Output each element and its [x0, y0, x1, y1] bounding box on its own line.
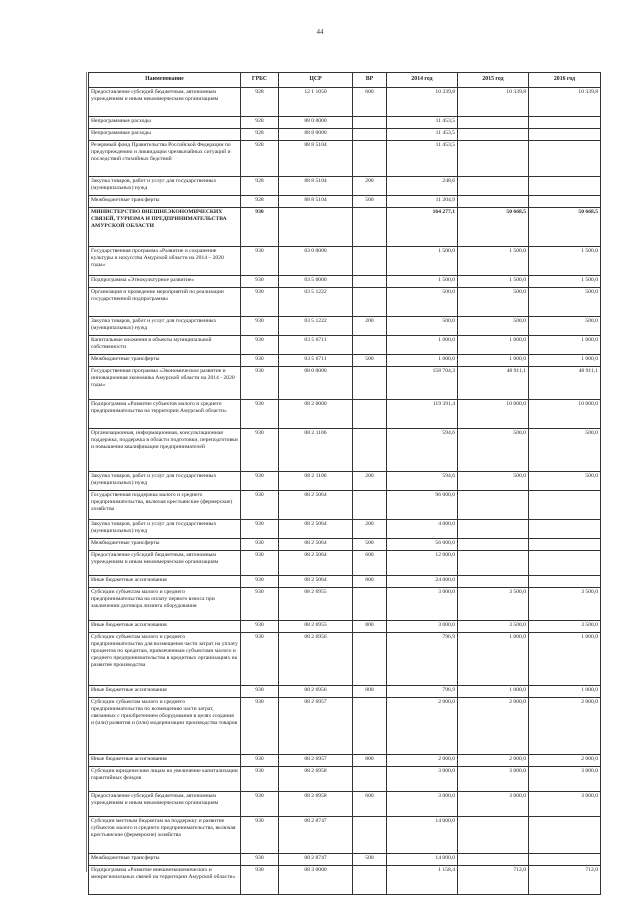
cell-csr: 88 8 5104 — [279, 196, 353, 208]
cell-2014: 164 277,1 — [387, 208, 458, 247]
table-row — [89, 576, 601, 588]
cell-vr — [353, 698, 387, 755]
cell-2015: 10 339,8 — [458, 88, 529, 117]
table-row — [89, 400, 601, 429]
cell-name: Субсидии субъектам малого и среднего предпринимательства по возмещению части затрат, связанных с приобретением оборудования в целях создания и (или) развития и (или) модернизации производства товаров — [89, 698, 241, 755]
cell-name: Закупка товаров, работ и услуг для государственных (муниципальных) нужд — [89, 520, 241, 539]
cell-name: Капитальные вложения в объекты муниципальной собственности — [89, 336, 241, 355]
table-row — [89, 317, 601, 336]
cell-name: Субсидии местным бюджетам на поддержку и развитие субъектов малого и среднего предпринимательства, включая крестьянские (фермерские) хозяйства — [89, 817, 241, 854]
cell-vr: 200 — [353, 177, 387, 196]
table-row — [89, 633, 601, 686]
cell-2015: 1 000,0 — [458, 686, 529, 698]
cell-2015: 3 500,0 — [458, 621, 529, 633]
left-margin-line — [86, 72, 87, 872]
cell-2015 — [458, 539, 529, 551]
cell-2014: 158 704,3 — [387, 367, 458, 400]
cell-2014: 11 453,5 — [387, 141, 458, 177]
cell-2015: 1 000,0 — [458, 633, 529, 686]
cell-2015: 1 500,0 — [458, 276, 529, 288]
cell-grbs: 930 — [241, 698, 279, 755]
cell-grbs: 930 — [241, 854, 279, 866]
budget-table — [88, 72, 601, 895]
table-row — [89, 792, 601, 817]
cell-2015 — [458, 854, 529, 866]
cell-csr: 08 2 5064 — [279, 491, 353, 520]
cell-vr: 800 — [353, 576, 387, 588]
cell-csr: 03 5 1222 — [279, 288, 353, 317]
cell-2016: 10 339,8 — [529, 88, 601, 117]
cell-2015: 10 000,0 — [458, 400, 529, 429]
cell-vr: 800 — [353, 755, 387, 767]
cell-grbs: 930 — [241, 491, 279, 520]
cell-2015 — [458, 141, 529, 177]
cell-csr: 08 2 5064 — [279, 520, 353, 539]
table-row — [89, 472, 601, 491]
cell-grbs: 930 — [241, 866, 279, 895]
cell-name: Иные бюджетные ассигнования — [89, 755, 241, 767]
cell-2015: 1 000,0 — [458, 355, 529, 367]
cell-vr — [353, 633, 387, 686]
cell-vr — [353, 288, 387, 317]
cell-2016 — [529, 551, 601, 576]
cell-csr: 08 0 0000 — [279, 367, 353, 400]
cell-2016: 1 000,0 — [529, 355, 601, 367]
cell-2015: 3 000,0 — [458, 792, 529, 817]
cell-grbs: 930 — [241, 288, 279, 317]
table-header-row — [89, 73, 601, 88]
cell-2014: 12 000,0 — [387, 551, 458, 576]
cell-2016 — [529, 520, 601, 539]
cell-vr — [353, 588, 387, 621]
cell-2015: 3 500,0 — [458, 588, 529, 621]
table-row — [89, 755, 601, 767]
cell-2016: 3 000,0 — [529, 767, 601, 792]
cell-2016: 500,0 — [529, 429, 601, 472]
cell-2014: 1 000,0 — [387, 336, 458, 355]
cell-csr: 08 2 5064 — [279, 551, 353, 576]
cell-2014: 500,0 — [387, 317, 458, 336]
cell-2014: 4 000,0 — [387, 520, 458, 539]
cell-grbs: 928 — [241, 117, 279, 129]
table-row — [89, 698, 601, 755]
cell-name: Межбюджетные трансферты — [89, 355, 241, 367]
cell-csr: 03 0 0000 — [279, 247, 353, 276]
cell-name: Закупка товаров, работ и услуг для государственных (муниципальных) нужд — [89, 177, 241, 196]
cell-vr — [353, 247, 387, 276]
cell-2014: 3 000,0 — [387, 767, 458, 792]
cell-vr — [353, 117, 387, 129]
cell-2015: 3 000,0 — [458, 767, 529, 792]
cell-2016: 3 500,0 — [529, 621, 601, 633]
cell-grbs: 930 — [241, 551, 279, 576]
cell-name: Предоставление субсидий бюджетным, автономным учреждениям и иным некоммерческим организациям — [89, 88, 241, 117]
cell-csr: 08 2 5064 — [279, 576, 353, 588]
cell-name: Предоставление субсидий бюджетным, автономным учреждениям и иным некоммерческим организациям — [89, 792, 241, 817]
table-row — [89, 429, 601, 472]
cell-2015 — [458, 551, 529, 576]
cell-vr: 800 — [353, 621, 387, 633]
cell-csr: 88 0 0000 — [279, 117, 353, 129]
table-row — [89, 276, 601, 288]
cell-grbs: 930 — [241, 400, 279, 429]
cell-2015: 2 000,0 — [458, 698, 529, 755]
table-row — [89, 129, 601, 141]
table-row — [89, 686, 601, 698]
cell-name: Непрограммные расходы — [89, 117, 241, 129]
table-row — [89, 621, 601, 633]
cell-vr — [353, 141, 387, 177]
cell-csr: 08 2 6958 — [279, 792, 353, 817]
cell-grbs: 930 — [241, 208, 279, 247]
cell-2014: 10 339,8 — [387, 88, 458, 117]
table-row — [89, 551, 601, 576]
cell-grbs: 930 — [241, 355, 279, 367]
cell-grbs: 930 — [241, 539, 279, 551]
cell-name: Предоставление субсидий бюджетным, автономным учреждениям и иным некоммерческим организациям — [89, 551, 241, 576]
cell-grbs: 928 — [241, 129, 279, 141]
cell-grbs: 930 — [241, 429, 279, 472]
cell-vr — [353, 336, 387, 355]
header-vr: ВР — [353, 73, 387, 88]
cell-2014: 1 158,4 — [387, 866, 458, 895]
cell-2016: 2 000,0 — [529, 755, 601, 767]
cell-2016: 3 000,0 — [529, 792, 601, 817]
cell-vr — [353, 367, 387, 400]
cell-vr: 600 — [353, 88, 387, 117]
cell-csr: 08 2 6955 — [279, 621, 353, 633]
cell-2015: 712,0 — [458, 866, 529, 895]
cell-grbs: 928 — [241, 141, 279, 177]
cell-name: Резервный фонд Правительства Российской Федерации по предупреждению и ликвидации чрезвычайных ситуаций и последствий стихийных бедствий — [89, 141, 241, 177]
cell-vr: 200 — [353, 317, 387, 336]
cell-vr: 600 — [353, 792, 387, 817]
cell-grbs: 930 — [241, 576, 279, 588]
cell-2014: 119 391,4 — [387, 400, 458, 429]
cell-2015 — [458, 491, 529, 520]
cell-vr: 500 — [353, 355, 387, 367]
cell-2015 — [458, 177, 529, 196]
cell-name: Государственная программа «Экономическое развитие и инновационная экономика Амурской области на 2014 - 2020 годы» — [89, 367, 241, 400]
cell-name: Организационная, информационная, консультационная поддержка, поддержка в области подготовки, переподготовки и повышения квалификации предпринимателей — [89, 429, 241, 472]
table-row — [89, 196, 601, 208]
cell-name: Субсидии субъектам малого и среднего предпринимательства на оплату первого взноса при заключении договора лизинга оборудования — [89, 588, 241, 621]
header-2016: 2016 год — [529, 73, 601, 88]
cell-2016: 500,0 — [529, 317, 601, 336]
cell-name: Межбюджетные трансферты — [89, 854, 241, 866]
cell-2014: 3 000,0 — [387, 588, 458, 621]
cell-2016: 2 000,0 — [529, 698, 601, 755]
cell-grbs: 930 — [241, 367, 279, 400]
cell-vr — [353, 208, 387, 247]
cell-2016: 10 000,0 — [529, 400, 601, 429]
cell-name: МИНИСТЕРСТВО ВНЕШНЕЭКОНОМИЧЕСКИХ СВЯЗЕЙ, ТУРИЗМА И ПРЕДПРИНИМАТЕЛЬСТВА АМУРСКОЙ ОБЛАСТИ — [89, 208, 241, 247]
cell-vr: 200 — [353, 472, 387, 491]
cell-2014: 96 000,0 — [387, 491, 458, 520]
cell-csr: 08 2 6955 — [279, 588, 353, 621]
cell-vr — [353, 767, 387, 792]
cell-2014: 14 000,0 — [387, 854, 458, 866]
cell-2014: 3 000,0 — [387, 792, 458, 817]
cell-grbs: 930 — [241, 686, 279, 698]
cell-vr: 500 — [353, 539, 387, 551]
cell-name: Межбюджетные трансферты — [89, 196, 241, 208]
cell-2014: 56 000,0 — [387, 539, 458, 551]
cell-vr — [353, 429, 387, 472]
cell-2015 — [458, 520, 529, 539]
cell-name: Государственная программа «Развитие и сохранение культуры и искусства Амурской области на 2014 – 2020 годы» — [89, 247, 241, 276]
cell-2016 — [529, 817, 601, 854]
cell-grbs: 930 — [241, 247, 279, 276]
cell-2015 — [458, 117, 529, 129]
table-body — [89, 88, 601, 895]
cell-2016: 1 000,0 — [529, 336, 601, 355]
cell-2014: 24 000,0 — [387, 576, 458, 588]
cell-grbs: 930 — [241, 633, 279, 686]
cell-2016 — [529, 576, 601, 588]
cell-2014: 796,9 — [387, 633, 458, 686]
cell-name: Закупка товаров, работ и услуг для государственных (муниципальных) нужд — [89, 472, 241, 491]
cell-name: Непрограммные расходы — [89, 129, 241, 141]
cell-grbs: 930 — [241, 472, 279, 491]
cell-2014: 11 204,9 — [387, 196, 458, 208]
cell-name: Подпрограмма «Развитие внешнеэкономических и межрегиональных связей на территории Амурской области» — [89, 866, 241, 895]
cell-2015: 500,0 — [458, 472, 529, 491]
table-row — [89, 539, 601, 551]
cell-vr — [353, 817, 387, 854]
cell-csr: 03 5 6711 — [279, 355, 353, 367]
cell-2014: 248,6 — [387, 177, 458, 196]
cell-name: Подпрограмма «Развитие субъектов малого и среднего предпринимательства на территории Амурской области» — [89, 400, 241, 429]
header-2015: 2015 год — [458, 73, 529, 88]
page-number: 44 — [316, 28, 324, 36]
cell-grbs: 928 — [241, 88, 279, 117]
cell-2016: 1 000,0 — [529, 633, 601, 686]
cell-vr — [353, 866, 387, 895]
header-grbs: ГРБС — [241, 73, 279, 88]
table-row — [89, 588, 601, 621]
cell-2014: 1 500,0 — [387, 276, 458, 288]
cell-2015 — [458, 196, 529, 208]
cell-csr: 03 5 0000 — [279, 276, 353, 288]
cell-csr: 08 2 1106 — [279, 429, 353, 472]
header-name: Наименование — [89, 73, 241, 88]
cell-name: Закупка товаров, работ и услуг для государственных (муниципальных) нужд — [89, 317, 241, 336]
cell-2015: 50 668,5 — [458, 208, 529, 247]
cell-grbs: 930 — [241, 588, 279, 621]
cell-vr: 800 — [353, 686, 387, 698]
cell-grbs: 930 — [241, 621, 279, 633]
cell-csr: 03 5 1222 — [279, 317, 353, 336]
cell-2016: 500,0 — [529, 288, 601, 317]
cell-2016 — [529, 854, 601, 866]
table-row — [89, 208, 601, 247]
cell-name: Подпрограмма «Этнокультурное развитие» — [89, 276, 241, 288]
cell-2014: 1 500,0 — [387, 247, 458, 276]
cell-csr: 88 8 0000 — [279, 129, 353, 141]
table-row — [89, 117, 601, 129]
cell-2015 — [458, 817, 529, 854]
cell-csr: 08 2 6956 — [279, 686, 353, 698]
table-row — [89, 177, 601, 196]
budget-table-container — [88, 72, 600, 895]
cell-2016 — [529, 129, 601, 141]
cell-name: Субсидии юридическим лицам на увеличение капитализации гарантийных фондов — [89, 767, 241, 792]
cell-2016: 1 500,0 — [529, 276, 601, 288]
cell-grbs: 930 — [241, 767, 279, 792]
table-row — [89, 817, 601, 854]
table-row — [89, 288, 601, 317]
cell-2016: 500,0 — [529, 472, 601, 491]
cell-grbs: 930 — [241, 817, 279, 854]
table-row — [89, 367, 601, 400]
cell-2016: 1 500,0 — [529, 247, 601, 276]
cell-2015: 48 911,1 — [458, 367, 529, 400]
cell-name: Иные бюджетные ассигнования — [89, 686, 241, 698]
cell-2014: 3 000,0 — [387, 621, 458, 633]
cell-2016: 3 500,0 — [529, 588, 601, 621]
cell-2016: 1 000,0 — [529, 686, 601, 698]
cell-vr: 500 — [353, 854, 387, 866]
cell-2016: 48 911,1 — [529, 367, 601, 400]
cell-2015: 1 500,0 — [458, 247, 529, 276]
cell-vr: 600 — [353, 551, 387, 576]
table-row — [89, 88, 601, 117]
cell-csr: 08 2 8747 — [279, 854, 353, 866]
cell-2016 — [529, 177, 601, 196]
cell-name: Субсидии субъектам малого и среднего предпринимательства для возмещения части затрат на уплату процентов по кредитам, привлеченным субъектами малого и среднего предпринимательства в кредитных организациях на развитие производства — [89, 633, 241, 686]
cell-2015 — [458, 129, 529, 141]
cell-2016 — [529, 196, 601, 208]
cell-2015: 500,0 — [458, 317, 529, 336]
cell-grbs: 930 — [241, 792, 279, 817]
cell-2014: 2 000,0 — [387, 755, 458, 767]
cell-csr: 08 2 8747 — [279, 817, 353, 854]
cell-2016 — [529, 491, 601, 520]
cell-grbs: 930 — [241, 520, 279, 539]
cell-name: Иные бюджетные ассигнования — [89, 621, 241, 633]
table-row — [89, 355, 601, 367]
cell-vr: 200 — [353, 520, 387, 539]
cell-name: Межбюджетные трансферты — [89, 539, 241, 551]
cell-name: Иные бюджетные ассигнования — [89, 576, 241, 588]
cell-2015: 500,0 — [458, 429, 529, 472]
cell-2015: 2 000,0 — [458, 755, 529, 767]
cell-vr — [353, 129, 387, 141]
cell-csr: 03 5 6711 — [279, 336, 353, 355]
cell-2014: 11 453,5 — [387, 117, 458, 129]
cell-2016 — [529, 539, 601, 551]
cell-grbs: 930 — [241, 755, 279, 767]
cell-2014: 796,9 — [387, 686, 458, 698]
cell-2016: 712,0 — [529, 866, 601, 895]
cell-2016 — [529, 141, 601, 177]
table-row — [89, 866, 601, 895]
table-row — [89, 247, 601, 276]
cell-2016 — [529, 117, 601, 129]
table-row — [89, 336, 601, 355]
table-row — [89, 767, 601, 792]
cell-csr: 08 3 0000 — [279, 866, 353, 895]
cell-csr — [279, 208, 353, 247]
cell-2015: 500,0 — [458, 288, 529, 317]
cell-2015 — [458, 576, 529, 588]
cell-csr: 08 2 6958 — [279, 767, 353, 792]
cell-csr: 08 2 0000 — [279, 400, 353, 429]
header-csr: ЦСР — [279, 73, 353, 88]
cell-vr — [353, 400, 387, 429]
cell-2014: 500,0 — [387, 288, 458, 317]
cell-csr: 08 2 1106 — [279, 472, 353, 491]
cell-csr: 88 8 5104 — [279, 177, 353, 196]
cell-2014: 594,6 — [387, 472, 458, 491]
cell-vr: 500 — [353, 196, 387, 208]
cell-grbs: 930 — [241, 276, 279, 288]
cell-2014: 14 000,0 — [387, 817, 458, 854]
cell-grbs: 930 — [241, 317, 279, 336]
cell-grbs: 930 — [241, 336, 279, 355]
table-row — [89, 854, 601, 866]
cell-2015: 1 000,0 — [458, 336, 529, 355]
cell-grbs: 928 — [241, 196, 279, 208]
table-row — [89, 520, 601, 539]
cell-csr: 08 2 6957 — [279, 698, 353, 755]
cell-2014: 2 000,0 — [387, 698, 458, 755]
cell-2016: 50 668,5 — [529, 208, 601, 247]
table-row — [89, 141, 601, 177]
cell-2014: 594,6 — [387, 429, 458, 472]
cell-vr — [353, 276, 387, 288]
cell-csr: 08 2 6957 — [279, 755, 353, 767]
cell-grbs: 928 — [241, 177, 279, 196]
cell-name: Организация и проведение мероприятий по реализации государственной подпрограммы — [89, 288, 241, 317]
cell-csr: 08 2 6956 — [279, 633, 353, 686]
cell-csr: 88 8 5104 — [279, 141, 353, 177]
cell-name: Государственная поддержка малого и среднего предпринимательства, включая крестьянские (фермерские) хозяйства — [89, 491, 241, 520]
cell-vr — [353, 491, 387, 520]
table-row — [89, 491, 601, 520]
cell-2014: 1 000,0 — [387, 355, 458, 367]
cell-csr: 08 2 5064 — [279, 539, 353, 551]
cell-csr: 12 1 1050 — [279, 88, 353, 117]
header-2014: 2014 год — [387, 73, 458, 88]
cell-2014: 11 453,5 — [387, 129, 458, 141]
